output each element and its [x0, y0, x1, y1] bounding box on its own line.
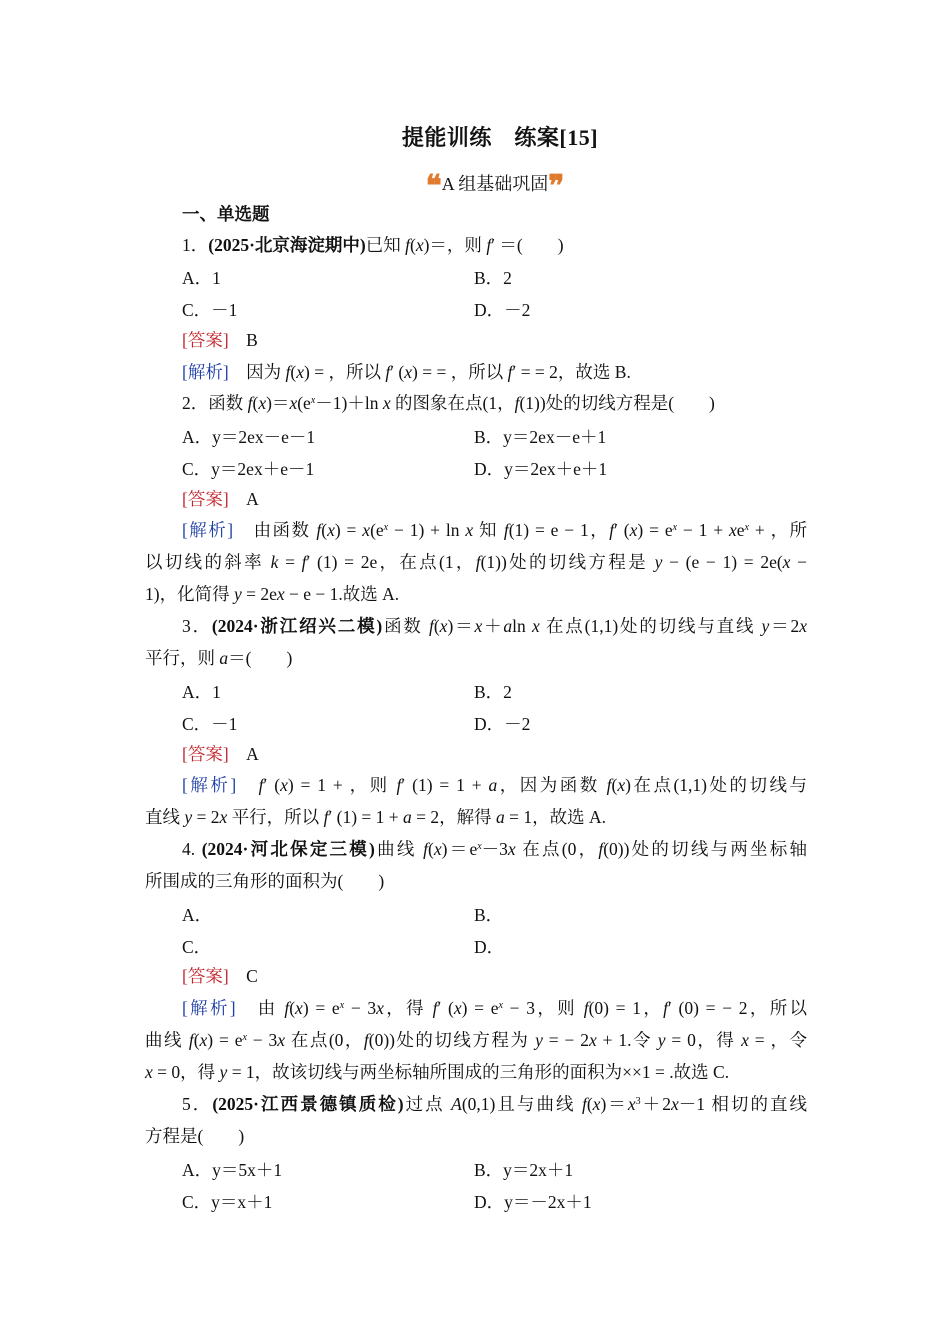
q5-option-c: C．y＝x＋1 [182, 1192, 273, 1212]
q3-option-d: D．－2 [474, 714, 531, 734]
q3-option-c: C．－1 [182, 714, 238, 734]
group-label: A 组基础巩固 [441, 174, 549, 194]
q2-option-b: B．y＝2ex－e＋1 [474, 427, 607, 447]
q5-stem-line1: 5．(2025·江西景德镇质检)过点 A(0,1)且与曲线 $f(x)=x^3+2x-1$ 相切的直线 [182, 1094, 808, 1114]
q5-option-b: B．y＝2x＋1 [474, 1160, 574, 1180]
q2-explanation-line3: 1)，化简得 y = 2ex − e − 1.故选 A. [145, 584, 400, 604]
q1-option-b: B．2 [474, 268, 512, 288]
q5-option-d: D．y＝－2x＋1 [474, 1192, 592, 1212]
close-quote-icon: ❞ [548, 169, 565, 204]
q3-stem-line2: 平行，则 a＝( ) [145, 648, 293, 668]
q5-option-a: A．y＝5x＋1 [182, 1160, 283, 1180]
q5-stem-line2: 方程是( ) [145, 1126, 245, 1146]
q3-explanation-line2: 直线 y = 2x 平行，所以 f′ (1) = 1 + a = 2，解得 a = 1，故选 A. [145, 807, 607, 827]
q4-option-a: A． [182, 905, 213, 925]
q4-stem-line1: 4. (2024·河北保定三模)曲线 $f(x)=e^x-3x$ 在点(0，f(0))处的切线与两坐标轴 [182, 839, 808, 859]
q4-option-c: C． [182, 937, 212, 957]
q3-stem-line1: 3．(2024·浙江绍兴二模)函数 f(x)＝x＋aln x 在点(1,1)处的切线与直线 y＝2x [182, 616, 808, 636]
q2-explanation-line2: 以切线的斜率 k = f′ (1) = 2e，在点(1，f(1))处的切线方程是 y − (e − 1) = 2e(x − [145, 552, 808, 572]
q3-option-a: A．1 [182, 682, 221, 702]
q1-explanation: [解析] 因为 f(x) = ，所以 f′ (x) = = ，所以 f′ = = 2，故选 B. [182, 362, 631, 382]
q4-answer: [答案] C [182, 966, 258, 986]
q1-answer: [答案] B [182, 330, 258, 350]
q4-explanation-line2: 曲线 $f(x) = e^x - 3x$ 在点(0，f(0))处的切线方程为 y = − 2x + 1.令 y = 0，得 x = ，令 [145, 1030, 808, 1050]
q3-explanation-line1: [解析] f′ (x) = 1 + ，则 f′ (1) = 1 + a，因为函数 f(x)在点(1,1)处的切线与 [182, 775, 807, 795]
q1-option-a: A．1 [182, 268, 221, 288]
q3-answer: [答案] A [182, 744, 259, 764]
q2-answer: [答案] A [182, 489, 259, 509]
section-heading: 一、单选题 [182, 204, 270, 224]
q2-stem: 2．函数 $f(x)=x(e^x-1)+\ln$ x 的图象在点(1，f(1))处的切线方程是( ) [182, 393, 715, 413]
q4-option-b: B． [474, 905, 504, 925]
q1-stem: 1．(2025·北京海淀期中)已知 f(x)＝，则 f′ ＝( ) [182, 235, 564, 255]
q1-option-c: C．－1 [182, 300, 238, 320]
q2-option-c: C．y＝2ex＋e－1 [182, 459, 315, 479]
q1-option-d: D．－2 [474, 300, 531, 320]
q4-explanation-line3: x = 0，得 y = 1，故该切线与两坐标轴所围成的三角形的面积为××1 = .故选 C. [145, 1062, 730, 1082]
q2-option-d: D．y＝2ex＋e＋1 [474, 459, 608, 479]
q4-explanation-line1: [解析] 由 $f(x) = e^x - 3x$，得 f′ $(x) = e^x - 3$，则 f(0) = 1，f′ (0) = − 2，所以 [182, 998, 808, 1018]
open-quote-icon: ❝ [425, 169, 442, 204]
q3-option-b: B．2 [474, 682, 512, 702]
q4-option-d: D． [474, 937, 505, 957]
page-title: 提能训练 练案[15] [401, 125, 599, 150]
group-heading [0, 169, 950, 204]
q2-explanation-line1: [解析] 由函数 $f(x) = x(e^x - 1) + \ln x$ 知 f(1) = e − 1，f′ $(x) = e^x - 1 + xe^x$ + ，所 [182, 520, 808, 540]
q4-stem-line2: 所围成的三角形的面积为( ) [145, 871, 385, 891]
q2-option-a: A．y＝2ex－e－1 [182, 427, 316, 447]
